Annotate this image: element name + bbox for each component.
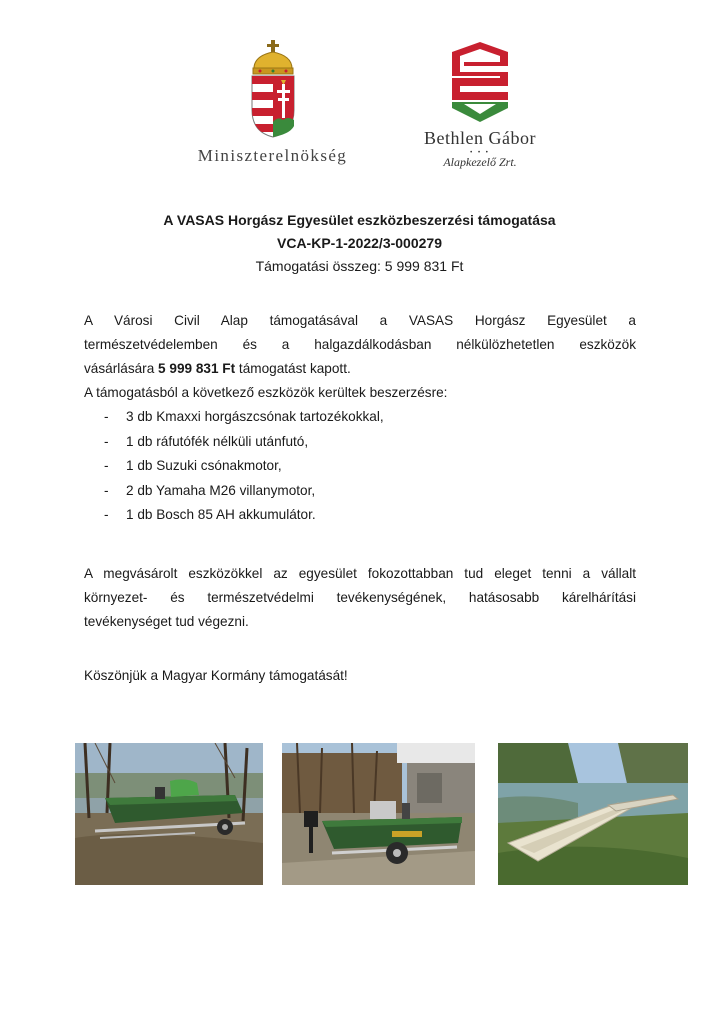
list-item-text: 3 db Kmaxxi horgászcsónak tartozékokkal, xyxy=(126,409,384,424)
equipment-list xyxy=(84,405,636,528)
list-item: - 1 db ráfutófék nélküli utánfutó, xyxy=(104,433,309,449)
outcome-line-3: tevékenységet tud végezni. xyxy=(84,614,249,629)
bethlen-gabor-wordmark: Bethlen Gábor xyxy=(424,128,536,148)
list-item-text: 2 db Yamaha M26 villanymotor, xyxy=(126,482,316,498)
alapkezelo-subtitle: Alapkezelő Zrt. xyxy=(443,155,517,169)
list-item-text: 1 db Bosch 85 AH akkumulátor. xyxy=(126,507,316,522)
grant-amount-line: Támogatási összeg: 5 999 831 Ft xyxy=(255,258,464,274)
boat-with-motor-photo xyxy=(282,743,475,885)
outcome-line-2: környezet- és természetvédelmi tevékenységének, hatásosabb kárelhárítási xyxy=(84,590,636,605)
thanks-line: Köszönjük a Magyar Kormány támogatását! xyxy=(84,668,348,683)
list-item: - 3 db Kmaxxi horgászcsónak tartozékokkal, xyxy=(104,409,384,424)
list-item: - 1 db Suzuki csónakmotor, xyxy=(104,458,282,473)
list-item-text: 1 db Suzuki csónakmotor, xyxy=(126,458,282,473)
miniszterelnokseg-wordmark: Miniszterelnökség xyxy=(197,146,348,165)
boats-by-lake-photo xyxy=(498,743,688,885)
miniszterelnokseg-logo xyxy=(170,40,375,175)
list-item-text: 1 db ráfutófék nélküli utánfutó, xyxy=(126,433,309,449)
project-code: VCA-KP-1-2022/3-000279 xyxy=(277,235,442,251)
bethlen-gabor-logo xyxy=(405,42,555,172)
grant-amount-bold: 5 999 831 Ft xyxy=(158,361,236,376)
logo-header xyxy=(0,40,719,175)
document-title: A VASAS Horgász Egyesület eszközbeszerzési támogatása xyxy=(163,212,556,228)
list-item: - 1 db Bosch 85 AH akkumulátor. xyxy=(104,507,316,522)
list-intro: A támogatásból a következő eszközök kerültek beszerzésre: xyxy=(84,385,448,400)
decorative-dots: • • • xyxy=(470,150,490,156)
boat-on-trailer-photo xyxy=(75,743,263,885)
intro-line-3-pre: vásárlására xyxy=(84,361,159,376)
outcome-paragraph xyxy=(84,562,636,634)
intro-line-3 xyxy=(84,357,636,381)
document-heading xyxy=(0,209,719,278)
list-item: - 2 db Yamaha M26 villanymotor, xyxy=(104,482,316,498)
intro-paragraph xyxy=(84,309,636,528)
intro-line-1: A Városi Civil Alap támogatásával a VASAS Horgász Egyesület a xyxy=(84,313,636,328)
intro-line-2: természetvédelemben és a halgazdálkodásban nélkülözhetetlen eszközök xyxy=(84,337,636,352)
intro-line-3-post: támogatást kapott. xyxy=(235,361,351,376)
outcome-line-1: A megvásárolt eszközökkel az egyesület fokozottabban tud eleget tenni a vállalt xyxy=(84,566,636,581)
bethlen-gabor-emblem-icon xyxy=(450,42,510,122)
hungarian-coat-of-arms-icon xyxy=(248,40,298,138)
